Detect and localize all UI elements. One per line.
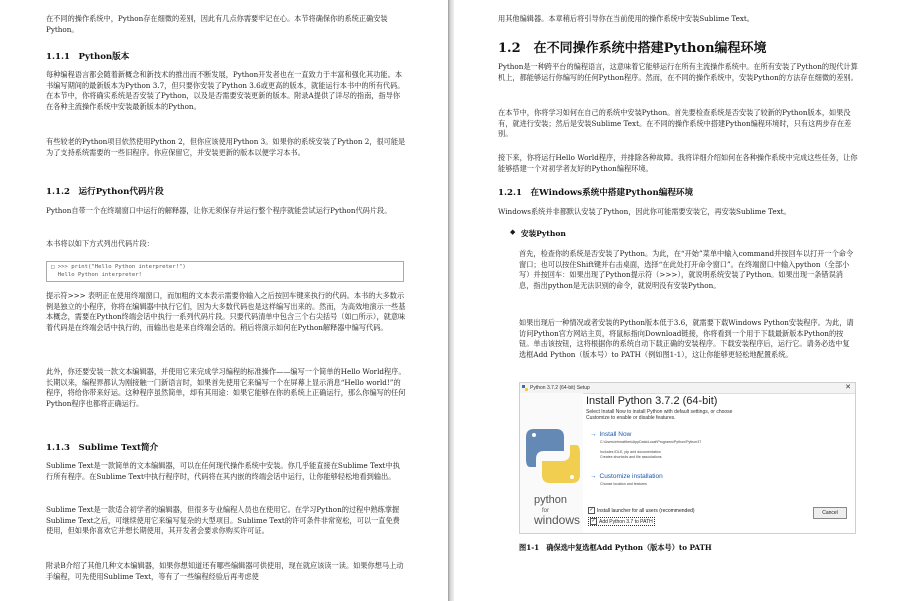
install-python-heading: 安装Python	[521, 229, 566, 238]
install-python-paragraph-2: 如果出现后一种情况或者安装的Python版本低于3.6，就需要下载Windows Python安装程序。为此，请访问Python官方网站主页，将鼠标指向Download链接，你将看到一个用于下载最新版本Python的按钮。单击该按钮，这将根据你的系统自动下载正确的安装程序。下载安装程序后，运行它。请务必选中复选框Add Python（版本号）to PATH（例如图1-1），这让你能够更轻松地配置系统。	[519, 318, 854, 359]
install-note-1: Includes IDLE, pip and documentation	[600, 450, 661, 454]
section-1-1-2-paragraph-4: 此外，你还要安装一款文本编辑器，并使用它来完成学习编程的标准操作——编写一个简单的Hello World程序。长期以来，编程界都认为刚接触一门新语言时，如果首先使用它来编写一个在屏幕上显示消息“Hello world!”的程序，将给你带来好运。这种程序虽然简单，却有其用途：如果它能够在你的系统上正确运行，那么你编写的任何Python程序也都将正确运行。	[46, 367, 406, 408]
section-1-1-1-paragraph-2: 有些较老的Python项目依然使用Python 2，但你应该使用Python 3。如果你的系统安装了Python 2，很可能是为了支持系统需要的一些旧程序。你应保留它，并安装更新的版本以便学习本书。	[46, 137, 406, 157]
figure-caption: 图1-1 确保选中复选框Add Python（版本号）to PATH	[519, 543, 712, 552]
section-1-1-2-title: 1.1.2 运行Python代码片段	[46, 187, 164, 197]
code-snippet-box	[46, 261, 404, 282]
section-1-1-3-paragraph-2: Sublime Text是一款适合初学者的编辑器，但很多专业编程人员也在使用它。在学习Python的过程中熟练掌握Sublime Text之后，可继续使用它来编写复杂的大型项目。Sublime Text的许可条件非常宽松，可以一直免费使用，但如果你喜欢它并想长期使用，其开发者会要求你购买许可证。	[46, 505, 400, 536]
right-top-paragraph: 用其他编辑器。本章稍后将引导你在当前使用的操作系统中安装Sublime Text。	[498, 14, 754, 23]
section-1-1-1-paragraph-1: 每种编程语言都会随着新概念和新技术的推出而不断发展，Python开发者也在一直致力于丰富和强化其功能。本书编写期间的最新版本为Python 3.7，但只要你安装了Python 3.6或更高的版本，就能运行本书中的所有代码。在本节中，你将确实系统是否安装了Python，以及是否需要安装更新的版本。附录A提供了详尽的指南，指导你在各种主流操作系统中安装最新版本的Python。	[46, 70, 405, 111]
code-line: □ >>> print("Hello Python interpreter!")	[51, 264, 186, 270]
install-now-label: Install Now	[599, 431, 632, 438]
left-page	[0, 0, 448, 601]
for-brand-text: for	[542, 508, 550, 514]
python-brand-text: python	[534, 494, 568, 506]
section-1-2-paragraph-1: Python是一种跨平台的编程语言，这意味着它能够运行在所有主流操作系统中。在所有安装了Python的现代计算机上，都能够运行你编写的任何Python程序。然而，在不同的操作系统中，安装Python的方法存在细微的差别。	[498, 62, 858, 82]
customize-installation-label: Customize installation	[599, 473, 663, 480]
installer-sidebar	[520, 393, 583, 534]
installer-screenshot	[519, 382, 856, 534]
close-icon[interactable]: ✕	[845, 384, 851, 391]
install-launcher-label: Install launcher for all users (recommended)	[597, 507, 695, 514]
add-to-path-label: Add Python 3.7 to PATH	[599, 518, 653, 525]
section-1-1-3-paragraph-1: Sublime Text是一款简单的文本编辑器，可以在任何现代操作系统中安装。你几乎能直接在Sublime Text中执行所有程序。在Sublime Text中执行程序时，代码将在其内嵌的终端会话中运行，让你能够轻松地看到输出。	[46, 461, 400, 481]
checkbox-icon: ✓	[591, 518, 596, 524]
intro-paragraph: 在不同的操作系统中，Python存在细微的差别，因此有几点你需要牢记在心。本节将确保你的系统正确安装Python。	[46, 14, 388, 34]
install-path-text: C:\Users\ehmatthes\AppData\Local\Programs\Python\Python37	[600, 440, 702, 444]
section-1-1-3-paragraph-3: 附录B介绍了其他几种文本编辑器，如果你想知道还有哪些编辑器可供使用，现在就应该读一读。如果你想马上动手编程，可先使用Sublime Text，等有了一些编程经验后再考虑使	[46, 561, 404, 581]
diamond-bullet-icon: ◆	[510, 228, 516, 236]
installer-subtitle-line2: Customize to enable or disable features.	[586, 415, 676, 421]
code-line: Hello Python interpreter!	[51, 272, 142, 278]
arrow-right-icon: →	[590, 473, 597, 480]
add-to-path-checkbox[interactable]	[588, 517, 655, 526]
cancel-button[interactable]: Cancel	[813, 507, 847, 519]
python-snake-logo-icon	[526, 421, 580, 491]
installer-window-title: Python 3.7.2 (64-bit) Setup	[530, 385, 590, 391]
installer-heading: Install Python 3.7.2 (64-bit)	[586, 395, 718, 407]
section-1-2-1-title: 1.2.1 在Windows系统中搭建Python编程环境	[498, 188, 694, 198]
checkbox-icon: ✓	[589, 507, 594, 513]
section-1-2-paragraph-3: 接下来，你将运行Hello World程序，并排除各种故障。我将详细介绍如何在各种操作系统中完成这些任务，让你能够搭建一个对初学者友好的Python编程环境。	[498, 153, 858, 173]
customize-installation-option[interactable]	[590, 473, 663, 480]
arrow-right-icon: →	[590, 431, 597, 438]
install-now-option[interactable]	[590, 431, 631, 438]
section-1-1-1-title: 1.1.1 Python版本	[46, 52, 130, 62]
section-1-1-3-title: 1.1.3 Sublime Text简介	[46, 443, 159, 453]
windows-brand-text: windows	[534, 513, 581, 527]
section-1-2-paragraph-2: 在本节中，你将学习如何在自己的系统中安装Python。首先要检查系统是否安装了较新的Python版本，如果没有，就进行安装；然后是安装Sublime Text。在不同的操作系统中搭建Python编程环境时，只有这两步存在差别。	[498, 108, 852, 139]
install-python-paragraph-1: 首先，检查你的系统是否安装了Python。为此，在“开始”菜单中输入command并按回车以打开一个命令窗口；也可以按住Shift键并右击桌面，选择“在此处打开命令窗口”。在终端窗口中输入python（全部小写）并按回车：如果出现了Python提示符（>>>），就说明系统安装了Python。如果出现一条错误消息，指出python是无法识别的命令，就说明没有安装Python。	[519, 249, 854, 290]
install-note-2: Creates shortcuts and file associations	[600, 455, 662, 459]
install-launcher-checkbox[interactable]	[588, 507, 695, 514]
installer-subtitle-line1: Select Install Now to install Python with default settings, or choose	[586, 409, 733, 415]
section-1-1-2-paragraph-1: Python自带一个在终端窗口中运行的解释器，让你无须保存并运行整个程序就能尝试运行Python代码片段。	[46, 206, 392, 215]
section-1-2-1-paragraph-1: Windows系统并非都默认安装了Python，因此你可能需要安装它，再安装Sublime Text。	[498, 207, 791, 216]
customize-note: Choose location and features	[600, 482, 647, 486]
section-1-1-2-paragraph-3: 提示符>>> 表明正在使用终端窗口，而加粗的文本表示需要你输入之后按回车键来执行的代码。本书的大多数示例是独立的小程序，你将在编辑器中执行它们，因为大多数代码也是这样编写出来的。然而，为高效地演示一些基本概念，需要在Python终端会话中执行一系列代码片段。只要代码清单中包含三个右尖括号（如□所示），就意味着代码是在终端会话中执行的，而输出也是来自终端会话的。稍后将演示如何在Python解释器中编写代码。	[46, 291, 406, 332]
section-1-2-title: 1.2 在不同操作系统中搭建Python编程环境	[498, 41, 767, 56]
section-1-1-2-paragraph-2: 本书将以如下方式列出代码片段：	[46, 239, 154, 248]
python-logo-icon	[522, 385, 528, 391]
